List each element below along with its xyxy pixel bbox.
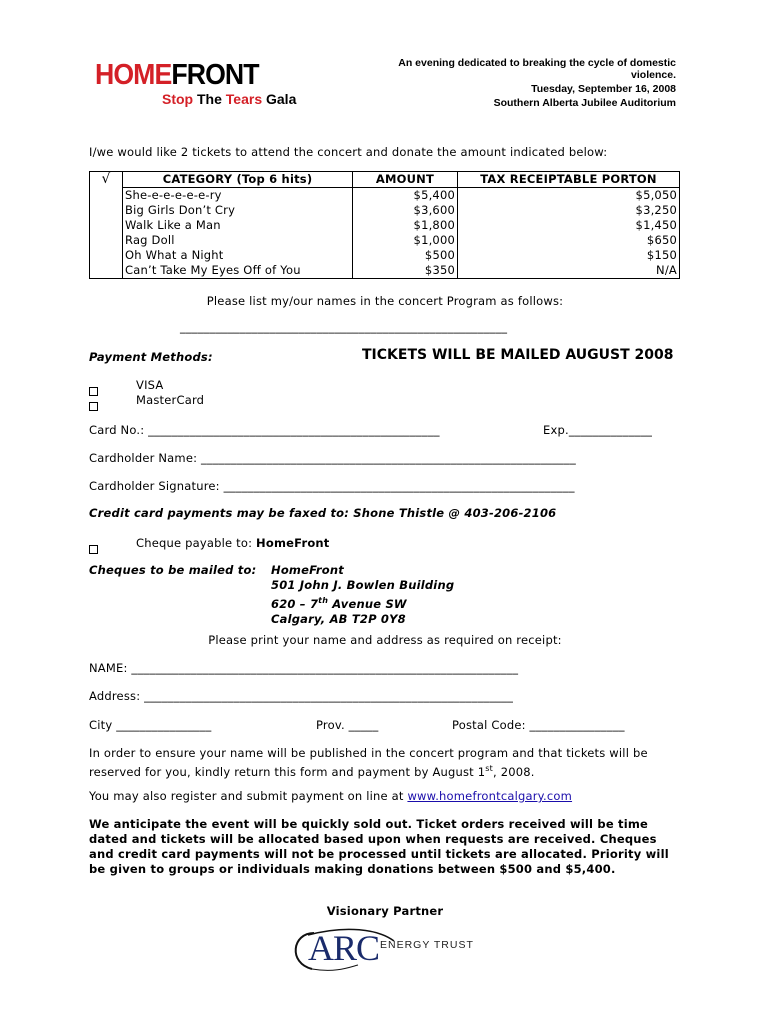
mailing-address <box>271 563 454 627</box>
tickets-table <box>89 171 680 279</box>
tickets-mailed-notice: TICKETS WILL BE MAILED AUGUST 2008 <box>362 347 674 363</box>
gala-logo-subtitle <box>162 91 296 107</box>
amount-item: $1,800 <box>413 218 455 232</box>
category-item: She-e-e-e-e-e-ry <box>125 188 222 202</box>
checkmark-icon: √ <box>101 171 111 187</box>
receipt-postal-field[interactable]: Postal Code: ________________ <box>452 718 625 732</box>
card-number-field[interactable]: Card No.: _________________________________________________ <box>89 423 440 437</box>
logo-sub-gala: Gala <box>266 91 297 107</box>
address-line: Calgary, AB T2P 0Y8 <box>271 611 406 626</box>
category-item: Can’t Take My Eyes Off of You <box>125 263 301 277</box>
address-line: HomeFront <box>271 563 344 577</box>
publish-deadline-paragraph: In order to ensure your name will be published in the concert program and that tickets will be reserved for you, kindly return this form and payment by August 1st, 2008. <box>89 746 648 779</box>
logo-home: HOME <box>95 59 172 91</box>
amount-item: $3,600 <box>413 203 455 217</box>
homefront-logo <box>95 60 259 90</box>
receipt-city-field[interactable]: City ________________ <box>89 718 212 732</box>
category-item: Walk Like a Man <box>125 218 221 232</box>
logo-sub-tears: Tears <box>221 91 266 107</box>
expiry-field[interactable]: Exp.______________ <box>543 423 653 437</box>
receipt-prov-field[interactable]: Prov. _____ <box>316 718 379 732</box>
address-line: 620 – 7th Avenue SW <box>271 596 407 611</box>
visa-label: VISA <box>136 378 164 392</box>
tax-item: $150 <box>646 248 677 262</box>
tax-item: $5,050 <box>635 188 677 202</box>
amount-item: $5,400 <box>413 188 455 202</box>
cheque-payable <box>136 536 330 550</box>
tax-item: $3,250 <box>635 203 677 217</box>
table-header-row <box>90 172 680 188</box>
sellout-notice: We anticipate the event will be quickly sold out. Ticket orders received will be time dated and tickets will be allocated based upon when requests are received. Cheques and credit card payments will not be processed until tickets are allocated. Priority will be given to groups or individuals making donations between $500 and $5,400. <box>89 817 669 876</box>
mastercard-checkbox[interactable] <box>89 396 98 415</box>
receipt-instruction: Please print your name and address as required on receipt: <box>208 633 562 647</box>
tax-item: $650 <box>646 233 677 247</box>
logo-sub-stop: Stop <box>162 91 197 107</box>
event-date: Tuesday, September 16, 2008 <box>531 83 676 95</box>
receipt-address-field[interactable]: Address: ______________________________________________________________ <box>89 689 514 703</box>
program-names-line[interactable]: _______________________________________________________ <box>180 320 508 334</box>
payment-methods-heading: Payment Methods: <box>89 350 213 364</box>
category-list <box>123 188 353 279</box>
header-tax: TAX RECEIPTABLE PORTON <box>458 172 680 188</box>
arc-logo-subtext: ENERGY TRUST <box>380 939 474 951</box>
amount-list <box>353 188 458 279</box>
event-venue: Southern Alberta Jubilee Auditorium <box>493 97 676 109</box>
cardholder-signature-field[interactable]: Cardholder Signature: ___________________________________________________________ <box>89 479 575 493</box>
tagline: An evening dedicated to breaking the cycle of domestic violence. <box>398 57 676 81</box>
address-line: 501 John J. Bowlen Building <box>271 578 455 592</box>
homefront-website-link[interactable]: www.homefrontcalgary.com <box>407 789 573 803</box>
header-category: CATEGORY (Top 6 hits) <box>123 172 353 188</box>
cardholder-name-field[interactable]: Cardholder Name: _______________________________________________________________ <box>89 451 576 465</box>
category-item: Big Girls Don’t Cry <box>125 203 236 217</box>
logo-front: FRONT <box>171 59 259 91</box>
tax-item: N/A <box>656 263 677 277</box>
cheque-payee: HomeFront <box>256 536 330 550</box>
receipt-name-field[interactable]: NAME: _________________________________________________________________ <box>89 661 519 675</box>
category-item: Oh What a Night <box>125 248 224 262</box>
tax-list <box>458 188 680 279</box>
fax-note: Credit card payments may be faxed to: Shone Thistle @ 403-206-2106 <box>89 506 557 520</box>
mastercard-label: MasterCard <box>136 393 205 407</box>
logo-sub-the: The <box>197 91 222 107</box>
cheque-checkbox[interactable] <box>89 539 98 558</box>
amount-item: $350 <box>424 263 455 277</box>
visionary-partner-label: Visionary Partner <box>326 904 444 918</box>
check-column[interactable] <box>90 172 123 279</box>
cheque-label: Cheque payable to: <box>136 536 257 550</box>
online-register-paragraph: You may also register and submit payment on line at www.homefrontcalgary.com <box>89 789 573 803</box>
intro-text: I/we would like 2 tickets to attend the concert and donate the amount indicated below: <box>89 145 608 159</box>
arc-logo-text: ARC <box>308 928 380 968</box>
arc-energy-trust-logo <box>286 927 486 979</box>
program-names-label: Please list my/our names in the concert Program as follows: <box>206 294 564 308</box>
tax-item: $1,450 <box>635 218 677 232</box>
amount-item: $500 <box>424 248 455 262</box>
category-item: Rag Doll <box>125 233 175 247</box>
cheques-mailed-label: Cheques to be mailed to: <box>89 563 257 577</box>
amount-item: $1,000 <box>413 233 455 247</box>
header-amount: AMOUNT <box>353 172 458 188</box>
